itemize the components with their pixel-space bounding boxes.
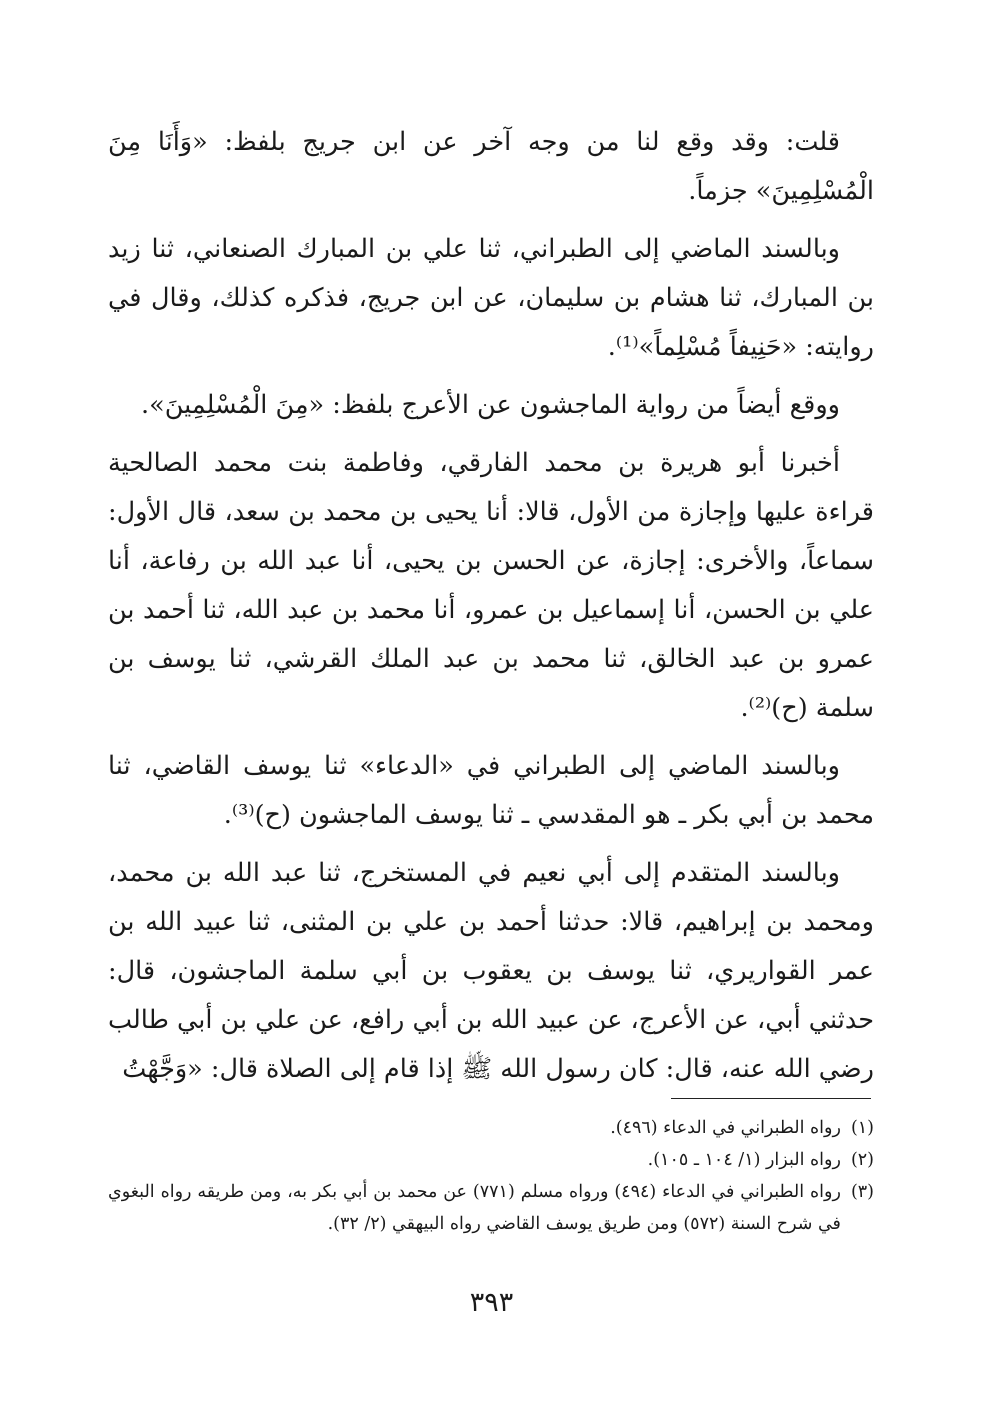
footnote-separator <box>671 1098 871 1099</box>
footnote-number: (٢) <box>850 1150 874 1170</box>
page-number: ٣٩٣ <box>469 1287 514 1318</box>
paragraph-1: قلت: وقد وقع لنا من وجه آخر عن ابن جريج بلفظ: «وَأَنَا مِنَ الْمُسْلِمِينَ» جزماً. <box>108 127 874 206</box>
footnote-3 <box>108 1176 874 1240</box>
footnote-1 <box>108 1112 874 1144</box>
paragraph-2: وبالسند الماضي إلى الطبراني، ثنا علي بن المبارك الصنعاني، ثنا زيد بن المبارك، ثنا هشام بن سليمان، عن ابن جريج، فذكره كذلك، وقال في روايته: «حَنِيفاً مُسْلِماً»⁽¹⁾. <box>108 234 874 362</box>
paragraph-5: وبالسند الماضي إلى الطبراني في «الدعاء» ثنا يوسف القاضي، ثنا محمد بن أبي بكر ـ هو المقدسي ـ ثنا يوسف الماجشون (ح)⁽³⁾. <box>108 751 874 830</box>
footnotes-section <box>108 1112 874 1240</box>
footnote-text: رواه الطبراني في الدعاء (٤٩٦). <box>610 1118 841 1138</box>
footnote-2 <box>108 1144 874 1176</box>
footnote-text: رواه الطبراني في الدعاء (٤٩٤) ورواه مسلم (٧٧١) عن محمد بن أبي بكر به، ومن طريقه رواه البغوي في شرح السنة (٥٧٢) ومن طريق يوسف القاضي رواه البيهقي (٢/ ٣٢). <box>108 1182 841 1234</box>
footnote-number: (١) <box>850 1118 874 1138</box>
paragraph-4: أخبرنا أبو هريرة بن محمد الفارقي، وفاطمة بنت محمد الصالحية قراءة عليها وإجازة من الأول، قالا: أنا يحيى بن محمد بن سعد، قال الأول: سماعاً، والأخرى: إجازة، عن الحسن بن يحيى، أنا عبد الله بن رفاعة، أنا علي بن الحسن، أنا إسماعيل بن عمرو، أنا محمد بن عبد الله، ثنا أحمد بن عمرو بن عبد الخالق، ثنا محمد بن عبد الملك القرشي، ثنا يوسف بن سلمة (ح)⁽²⁾. <box>108 448 874 723</box>
footnote-text: رواه البزار (١/ ١٠٤ ـ ١٠٥). <box>647 1150 841 1170</box>
paragraph-6: وبالسند المتقدم إلى أبي نعيم في المستخرج، ثنا عبد الله بن محمد، ومحمد بن إبراهيم، قالا: حدثنا أحمد بن علي بن المثنى، ثنا عبيد الله بن عمر القواريري، ثنا يوسف بن يعقوب بن أبي سلمة الماجشون، قال: حدثني أبي، عن الأعرج، عن عبيد الله بن أبي رافع، عن علي بن أبي طالب رضي الله عنه، قال: كان رسول الله ﷺ إذا قام إلى الصلاة قال: «وَجَّهْتُ <box>108 858 875 1084</box>
paragraph-3: ووقع أيضاً من رواية الماجشون عن الأعرج بلفظ: «مِنَ الْمُسْلِمِينَ». <box>141 390 840 420</box>
main-text-body <box>108 118 874 1103</box>
footnote-number: (٣) <box>850 1182 874 1202</box>
